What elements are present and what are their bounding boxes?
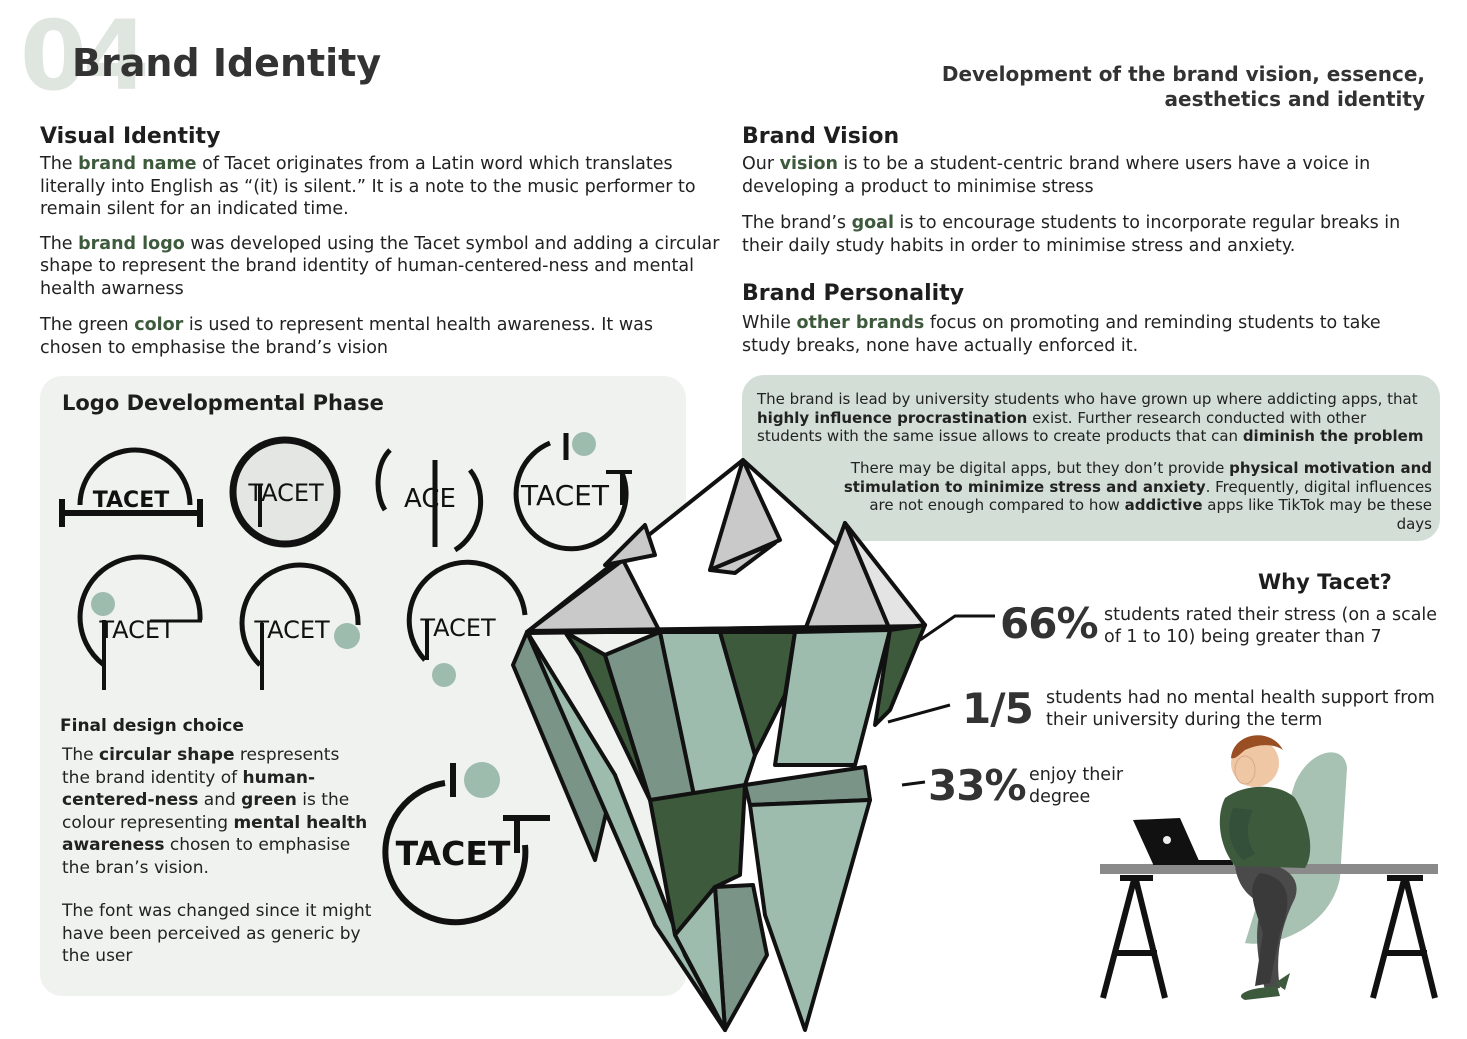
personality-paragraph: While other brands focus on promoting and reminding students to take study breaks, none have actually enforced it. — [742, 313, 1381, 356]
logo-v3-icon — [378, 450, 481, 550]
visual-identity-section — [40, 124, 720, 359]
page-title: Brand Identity — [72, 41, 382, 85]
student-at-desk-illustration — [1095, 728, 1445, 1008]
brand-personality-section — [742, 281, 1432, 357]
research-paragraph-2: There may be digital apps, but they don’t provide physical motivation and stimulation to minimize stress and anxiety. Frequently, digital influences are not enough compared to how addictive apps like TikTok may be these days — [843, 459, 1432, 533]
why-tacet-heading: Why Tacet? — [1258, 570, 1392, 594]
brand-name-paragraph: The brand name of Tacet originates from a Latin word which translates literally into English as “(it) is silent.” It is a note to the music performer to remain silent for an indicated time. — [40, 154, 696, 219]
stat-text: enjoy their degree — [1029, 765, 1124, 807]
svg-text:TACET: TACET — [420, 614, 496, 642]
brand-personality-heading: Brand Personality — [742, 281, 965, 306]
svg-text:TACET: TACET — [92, 488, 170, 513]
svg-text:ACE: ACE — [404, 484, 456, 514]
research-paragraph-1: The brand is lead by university students who have grown up where addicting apps, that highly influence procrastination exist. Further research conducted with other students with the same issue allows to create products that can diminish the problem — [757, 390, 1424, 445]
font-change-paragraph: The font was changed since it might have been perceived as generic by the user — [62, 901, 372, 966]
vision-paragraph: Our vision is to be a student-centric brand where users have a voice in developing a product to minimise stress — [742, 154, 1371, 197]
stat-value: 33% — [928, 761, 1026, 810]
final-design-heading: Final design choice — [60, 716, 244, 736]
stat-text: students rated their stress (on a scale of 1 to 10) being greater than 7 — [1104, 605, 1438, 647]
brand-color-paragraph: The green color is used to represent mental health awareness. It was chosen to emphasise the brand’s vision — [40, 315, 653, 358]
logo-phase-heading: Logo Developmental Phase — [62, 391, 384, 415]
brand-logo-paragraph: The brand logo was developed using the Tacet symbol and adding a circular shape to represent the brand identity of human-centered-ness and mental health awarness — [40, 233, 720, 299]
visual-identity-heading: Visual Identity — [40, 124, 221, 149]
goal-paragraph: The brand’s goal is to encourage students to incorporate regular breaks in their daily study habits in order to minimise stress and anxiety. — [742, 213, 1401, 256]
brand-vision-heading: Brand Vision — [742, 124, 900, 149]
svg-text:TACET: TACET — [395, 834, 511, 873]
final-design-paragraph: The circular shape respresents the brand identity of human-centered-ness and green is the colour representing mental health awareness chosen to emphasise the bran’s vision. — [62, 745, 368, 878]
section-number: 04 — [20, 0, 146, 112]
svg-text:TACET: TACET — [248, 479, 324, 507]
iceberg-illustration — [505, 455, 935, 1035]
page-subtitle: Development of the brand vision, essence, aesthetics and identity — [941, 62, 1425, 111]
stat-value: 66% — [1000, 599, 1098, 648]
svg-text:TACET: TACET — [254, 616, 330, 644]
stat-value: 1/5 — [962, 684, 1033, 733]
logo-v5-icon — [80, 557, 202, 690]
svg-text:TACET: TACET — [99, 616, 175, 644]
logo-v6-icon — [242, 565, 360, 690]
logo-v2-icon — [233, 440, 337, 544]
stat-text: students had no mental health support from their university during the term — [1046, 688, 1435, 730]
brand-vision-section — [742, 124, 1432, 257]
svg-text:TACET: TACET — [521, 479, 609, 512]
logo-v1-icon — [62, 450, 200, 527]
